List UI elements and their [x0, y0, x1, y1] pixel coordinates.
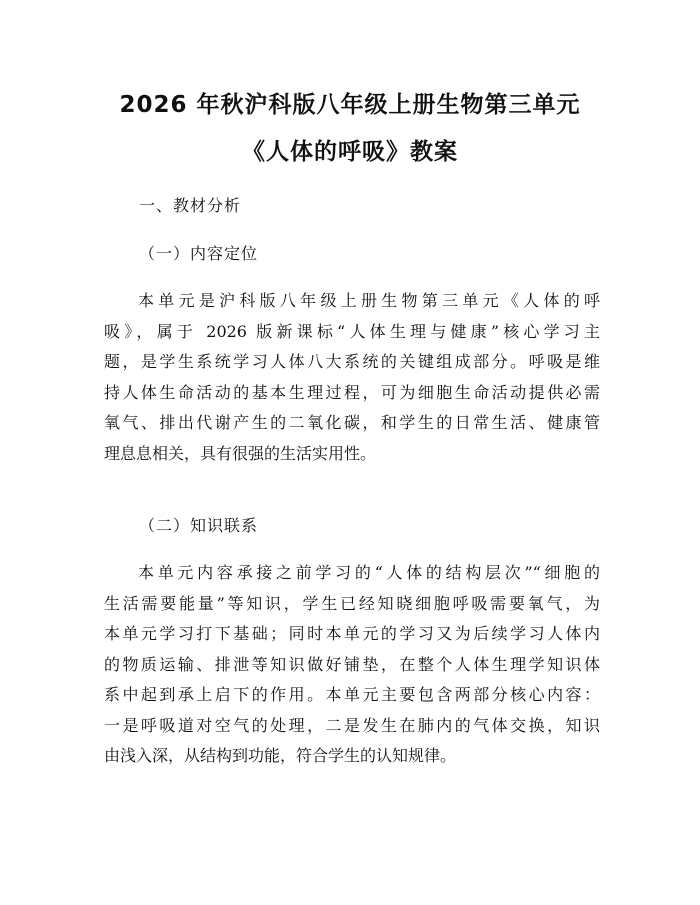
paragraph-line: 题，是学生系统学习人体八大系统的关键组成部分。呼吸是维 — [104, 352, 600, 371]
section-heading-textbook-analysis: 一、教材分析 — [139, 196, 242, 215]
paragraph-line: 的物质运输、排泄等知识做好铺垫，在整个人体生理学知识体 — [104, 654, 600, 674]
paragraph-content-positioning — [104, 286, 600, 469]
paragraph-line: 持人体生命活动的基本生理过程，可为细胞生命活动提供必需 — [104, 382, 600, 402]
subsection-heading-knowledge-connection: （二）知识联系 — [139, 516, 259, 535]
paragraph-line: 由浅入深，从结构到功能，符合学生的认知规律。 — [104, 746, 457, 765]
paragraph-line: 氧气、排出代谢产生的二氧化碳，和学生的日常生活、健康管 — [104, 413, 600, 432]
subsection-heading-content-positioning: （一）内容定位 — [139, 244, 259, 263]
paragraph-line: 一是呼吸道对空气的处理，二是发生在肺内的气体交换，知识 — [104, 715, 600, 735]
document-title-line-1: 2026 年秋沪科版八年级上册生物第三单元 — [119, 92, 581, 118]
paragraph-knowledge-connection — [104, 558, 600, 772]
paragraph-line: 系中起到承上启下的作用。本单元主要包含两部分核心内容： — [104, 685, 600, 704]
paragraph-line: 本单元学习打下基础；同时本单元的学习又为后续学习人体内 — [104, 624, 600, 643]
paragraph-line: 生活需要能量”等知识，学生已经知晓细胞呼吸需要氧气，为 — [104, 593, 600, 613]
paragraph-line: 本单元是沪科版八年级上册生物第三单元《人体的呼 — [138, 291, 600, 310]
paragraph-line: 本单元内容承接之前学习的“人体的结构层次”“细胞的 — [138, 563, 600, 582]
paragraph-line: 理息息相关，具有很强的生活实用性。 — [104, 443, 377, 463]
document-title-line-2: 《人体的呼吸》教案 — [242, 139, 458, 165]
paragraph-line: 吸》，属于 2026 版新课标“人体生理与健康”核心学习主 — [104, 321, 600, 341]
